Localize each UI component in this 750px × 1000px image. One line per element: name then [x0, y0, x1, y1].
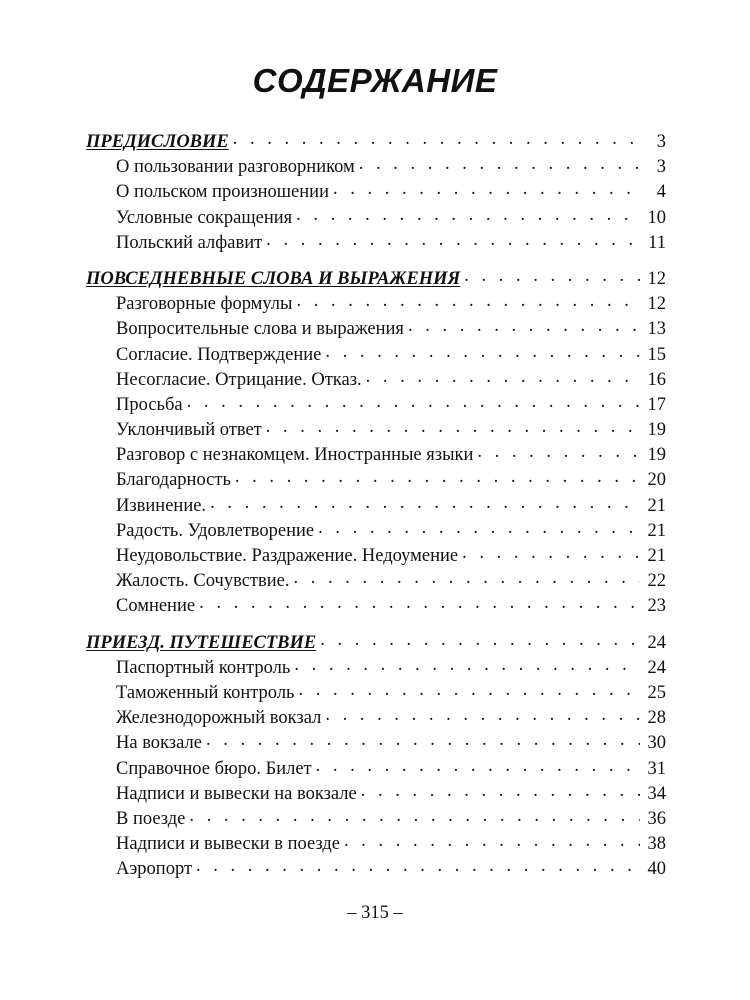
page-folio: – 315 –: [347, 903, 403, 923]
toc-page-number: 15: [647, 344, 666, 365]
toc-page-number: 19: [647, 420, 666, 441]
toc-entry-label: Паспортный контроль: [116, 657, 291, 678]
toc-entry-label: Уклончивый ответ: [116, 420, 262, 441]
toc-entry[interactable]: [86, 594, 666, 619]
toc-page-number: 23: [647, 596, 666, 617]
toc-page-number: 3: [656, 132, 666, 152]
dot-leader: [333, 177, 640, 202]
toc-page-number: 3: [656, 157, 666, 178]
dot-leader: [344, 829, 640, 854]
toc-entry-label: Польский алфавит: [116, 232, 263, 253]
toc-entry[interactable]: [86, 231, 666, 256]
dot-leader: [464, 264, 640, 289]
dot-leader: [206, 728, 640, 753]
toc-entry-label: Несогласие. Отрицание. Отказ.: [116, 369, 362, 390]
dot-leader: [293, 566, 640, 591]
dot-leader: [235, 465, 640, 490]
toc-entry-label: Условные сокращения: [116, 207, 293, 228]
toc-entry-label: Вопросительные слова и выражения: [116, 319, 404, 340]
dot-leader: [325, 340, 640, 365]
toc-page-number: 21: [647, 520, 666, 541]
dot-leader: [296, 203, 640, 228]
toc-entry-label: Сомнение: [116, 596, 196, 617]
toc-page-number: 16: [647, 369, 666, 390]
dot-leader: [266, 415, 640, 440]
dot-leader: [366, 365, 640, 390]
toc-section-everyday-phrases: [86, 267, 666, 620]
dot-leader: [359, 152, 640, 177]
dot-leader: [477, 440, 640, 465]
toc-page-number: 17: [647, 394, 666, 415]
dot-leader: [189, 804, 640, 829]
toc-entry-label: Справочное бюро. Билет: [116, 758, 312, 779]
toc-page-number: 38: [647, 834, 666, 855]
toc-heading-label: ПОВСЕДНЕВНЫЕ СЛОВА И ВЫРАЖЕНИЯ: [86, 268, 461, 289]
toc-entry-label: На вокзале: [116, 733, 202, 754]
dot-leader: [187, 390, 640, 415]
toc-page-number: 30: [647, 733, 666, 754]
toc-entry-label: Железнодорожный вокзал: [116, 708, 322, 729]
dot-leader: [408, 314, 640, 339]
toc-entry-label: Согласие. Подтверждение: [116, 344, 322, 365]
dot-leader: [320, 628, 640, 653]
toc-page-number: 22: [647, 571, 666, 592]
toc-entry-label: О пользовании разговорником: [116, 157, 355, 178]
dot-leader: [266, 228, 640, 253]
toc-entry-label: Надписи и вывески на вокзале: [116, 783, 357, 804]
toc-page-number: 21: [647, 495, 666, 516]
dot-leader: [299, 678, 641, 703]
toc-entry-label: Радость. Удовлетворение: [116, 520, 315, 541]
toc-entry-label: Разговор с незнакомцем. Иностранные языки: [116, 445, 474, 466]
toc-page-number: 25: [647, 682, 666, 703]
toc-entry-label: Извинение.: [116, 495, 207, 516]
toc-entry-label: Просьба: [116, 394, 183, 415]
toc-entry-label: Благодарность: [116, 470, 231, 491]
toc-entry-label: Таможенный контроль: [116, 682, 295, 703]
toc-entry-label: Неудовольствие. Раздражение. Недоумение: [116, 546, 459, 566]
toc-page-number: 13: [647, 319, 666, 340]
toc-entry-label: О польском произношении: [116, 182, 329, 203]
dot-leader: [361, 779, 640, 804]
toc-entry-label: В поезде: [116, 808, 186, 829]
toc-heading-label: ПРЕДИСЛОВИЕ: [86, 132, 229, 152]
toc-entry-label: Разговорные формулы: [116, 294, 293, 315]
toc-section-arrival-travel: [86, 631, 666, 883]
dot-leader: [318, 516, 640, 541]
toc-page-number: 40: [647, 859, 666, 880]
toc-entry-label: Аэропорт: [116, 859, 193, 880]
toc-entry-label: Жалость. Сочувствие.: [116, 571, 290, 592]
toc-page-number: 4: [656, 182, 666, 203]
toc-entry[interactable]: [86, 857, 666, 882]
toc-section-preface: [86, 130, 666, 256]
dot-leader: [233, 127, 640, 152]
toc-page-number: 24: [647, 632, 666, 653]
dot-leader: [199, 591, 640, 616]
toc-page-number: 10: [647, 207, 666, 228]
toc-entry-label: Надписи и вывески в поезде: [116, 834, 341, 855]
dot-leader: [462, 541, 640, 566]
toc-page-number: 12: [647, 268, 666, 289]
toc-page-number: 28: [647, 708, 666, 729]
toc-page-number: 24: [647, 657, 666, 678]
toc-page-number: 34: [647, 783, 666, 804]
table-of-contents: [86, 130, 666, 893]
dot-leader: [294, 653, 640, 678]
toc-page-number: 20: [647, 470, 666, 491]
toc-page-number: 19: [647, 445, 666, 466]
toc-page-number: 21: [647, 546, 666, 566]
dot-leader: [196, 854, 640, 879]
page-title: СОДЕРЖАНИЕ: [252, 62, 498, 99]
dot-leader: [296, 289, 640, 314]
toc-page-number: 31: [647, 758, 666, 779]
toc-page-number: 11: [648, 232, 666, 253]
dot-leader: [210, 491, 640, 516]
toc-heading-label: ПРИЕЗД. ПУТЕШЕСТВИЕ: [86, 632, 317, 653]
dot-leader: [325, 703, 640, 728]
toc-page-number: 36: [647, 808, 666, 829]
dot-leader: [316, 754, 640, 779]
toc-page-number: 12: [647, 294, 666, 315]
